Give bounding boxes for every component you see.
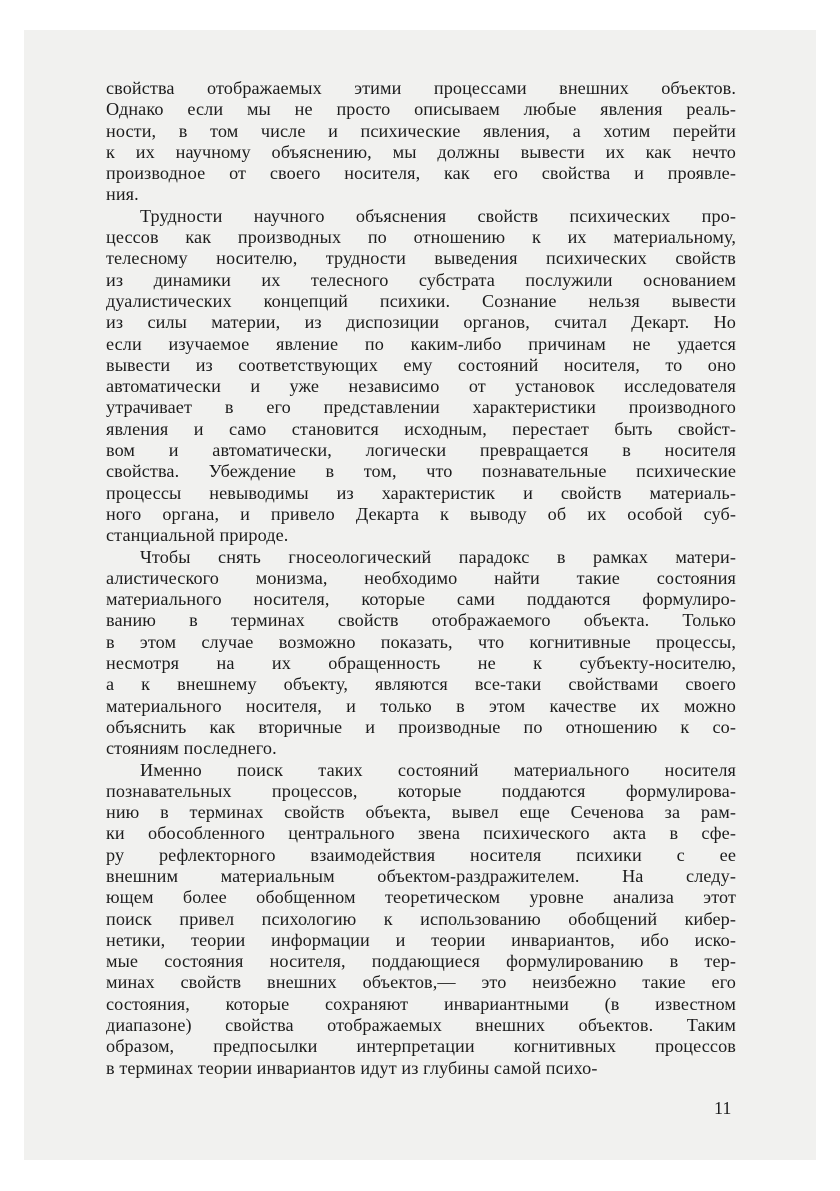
text-line: цессов как производных по отношению к их материальному,: [106, 227, 736, 248]
text-line: стояниям последнего.: [106, 738, 277, 759]
text-line: Чтобы снять гносеологический парадокс в рамках матери-: [140, 546, 736, 567]
paragraph: [106, 78, 736, 206]
text-line: нию в терминах свойств объекта, вывел еще Сеченова за рам-: [106, 802, 736, 823]
text-line: нетики, теории информации и теории инвариантов, ибо иско-: [106, 929, 736, 950]
text-line: несмотря на их обращенность не к субъекту-носителю,: [106, 653, 736, 674]
text-line: минах свойств внешних объектов,— это неизбежно такие его: [106, 972, 736, 993]
text-line: утрачивает в его представлении характеристики производного: [106, 397, 736, 418]
text-line: производное от своего носителя, как его свойства и проявле-: [106, 163, 736, 184]
text-line: ки обособленного центрального звена психического акта в сфе-: [106, 823, 736, 844]
text-line: вывести из соответствующих ему состояний носителя, то оно: [106, 354, 736, 375]
text-line: мые состояния носителя, поддающиеся формулированию в тер-: [106, 951, 736, 972]
text-line: телесному носителю, трудности выведения психических свойств: [106, 248, 736, 269]
text-line: внешним материальным объектом-раздражителем. На следу-: [106, 865, 736, 886]
page-number: 11: [714, 1098, 732, 1118]
text-line: ющем более обобщенном теоретическом уровне анализа этот: [106, 887, 736, 908]
text-line: Трудности научного объяснения свойств психических про-: [140, 205, 736, 226]
text-line: ванию в терминах свойств отображаемого объекта. Только: [106, 610, 736, 631]
text-line: познавательных процессов, которые поддаются формулирова-: [106, 780, 736, 801]
text-line: ния.: [106, 184, 139, 205]
text-line: если изучаемое явление по каким-либо причинам не удается: [106, 333, 736, 354]
paragraph: [106, 760, 736, 1079]
text-line: вом и автоматически, логически превращается в носителя: [106, 440, 736, 461]
paragraph: [106, 547, 736, 760]
text-line: ного органа, и привело Декарта к выводу об их особой суб-: [106, 503, 736, 524]
body-text: [106, 78, 736, 1079]
text-line: из динамики их телесного субстрата послужили основанием: [106, 269, 736, 290]
text-line: поиск привел психологию к использованию обобщений кибер-: [106, 908, 736, 929]
text-line: Именно поиск таких состояний материального носителя: [140, 759, 736, 780]
text-line: в этом случае возможно показать, что когнитивные процессы,: [106, 631, 736, 652]
text-line: состояния, которые сохраняют инвариантными (в известном: [106, 993, 736, 1014]
paragraph: [106, 206, 736, 547]
text-line: объяснить как вторичные и производные по отношению к со-: [106, 716, 736, 737]
text-line: из силы материи, из диспозиции органов, считал Декарт. Но: [106, 312, 736, 333]
text-line: материального носителя, и только в этом качестве их можно: [106, 695, 736, 716]
text-line: свойства. Убеждение в том, что познавательные психические: [106, 461, 736, 482]
text-line: станциальной природе.: [106, 525, 289, 546]
text-line: свойства отображаемых этими процессами внешних объектов.: [106, 78, 736, 98]
text-line: алистического монизма, необходимо найти такие состояния: [106, 567, 736, 588]
text-line: диапазоне) свойства отображаемых внешних объектов. Таким: [106, 1015, 736, 1036]
text-line: к их научному объяснению, мы должны вывести их как нечто: [106, 141, 736, 162]
text-line: ру рефлекторного взаимодействия носителя психики с ее: [106, 844, 736, 865]
text-line: явления и само становится исходным, перестает быть свойст-: [106, 418, 736, 439]
text-line: дуалистических концепций психики. Сознание нельзя вывести: [106, 290, 736, 311]
text-line: ности, в том числе и психические явления, а хотим перейти: [106, 120, 736, 141]
text-line: а к внешнему объекту, являются все-таки свойствами своего: [106, 674, 736, 695]
text-line: автоматически и уже независимо от установок исследователя: [106, 376, 736, 397]
text-line: процессы невыводимы из характеристик и свойств материаль-: [106, 482, 736, 503]
text-line: Однако если мы не просто описываем любые явления реаль-: [106, 99, 736, 120]
text-line: образом, предпосылки интерпретации когнитивных процессов: [106, 1036, 736, 1057]
text-line: в терминах теории инвариантов идут из глубины самой психо-: [106, 1057, 598, 1078]
text-line: материального носителя, которые сами поддаются формулиро-: [106, 589, 736, 610]
